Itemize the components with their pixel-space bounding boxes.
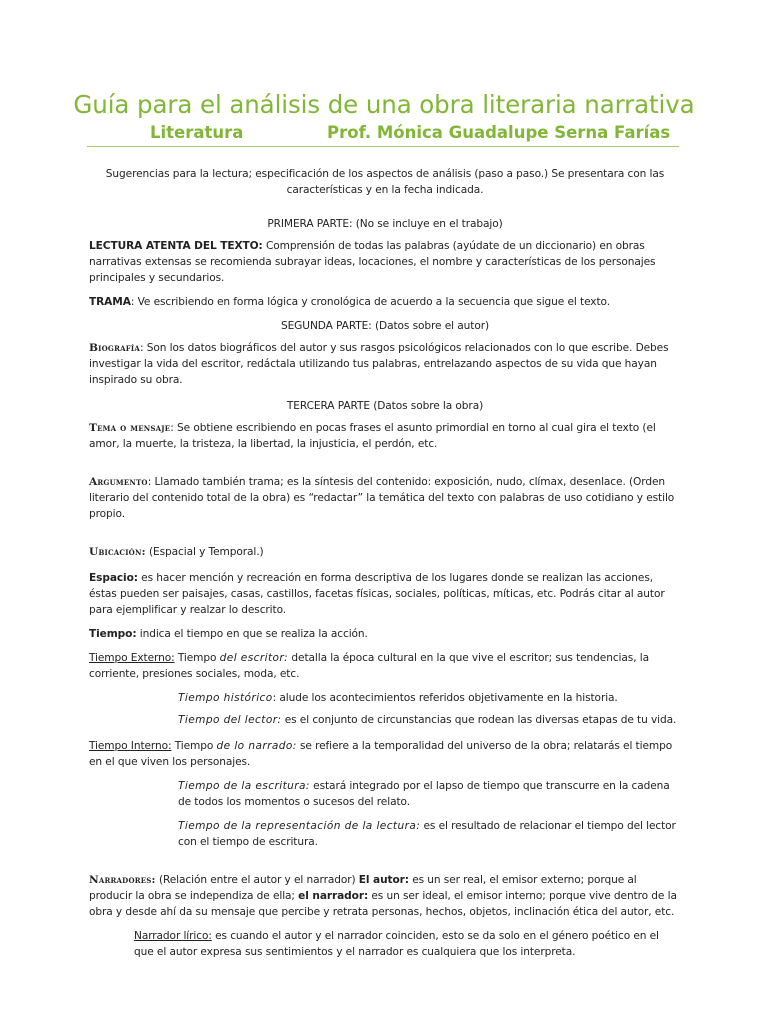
tiempo-lector-paragraph (89, 712, 681, 728)
tiempo-interno-label: Tiempo Interno: (89, 740, 172, 752)
document-body (89, 166, 681, 960)
tiempo-escritura-paragraph (89, 778, 681, 810)
tiempo-externo-italic: del escritor: (219, 652, 289, 664)
tiempo-label: Tiempo: (89, 628, 137, 640)
tema-paragraph (89, 420, 681, 452)
lectura-text: Comprensión de todas las palabras (ayúdate de un diccionario) en obras narrativas extensas se recomienda subrayar ideas, locaciones, el nombre y características de los personajes principales y secundarios. (89, 240, 656, 284)
trama-text: : Ve escribiendo en forma lógica y cronológica de acuerdo a la secuencia que sigue el texto. (130, 296, 610, 308)
narradores-text-1: (Relación entre el autor y el narrador) (155, 874, 359, 886)
ubicacion-paragraph (89, 544, 681, 560)
ubicacion-label: Ubicación: (89, 546, 146, 558)
espacio-text: es hacer mención y recreación en forma descriptiva de los lugares donde se realizan las acciones, éstas pueden ser paisajes, casas, castillos, facetas físicas, sociales, políticas, míticas, etc. Podrás citar al autor para ejemplificar y realzar lo descrito. (89, 572, 665, 616)
document-title: Guía para el análisis de una obra literaria narrativa (73, 90, 695, 119)
trama-paragraph (89, 294, 681, 310)
tiempo-escritura-italic: Tiempo de la escritura: (178, 780, 310, 792)
biografia-label: Biografía (89, 342, 141, 354)
biografia-paragraph (89, 340, 681, 388)
tiempo-text: indica el tiempo en que se realiza la acción. (136, 628, 368, 640)
tiempo-lector-italic: Tiempo del lector: (178, 714, 282, 726)
section-heading-primera: PRIMERA PARTE: (No se incluye en el trabajo) (267, 218, 503, 230)
tiempo-externo-text: detalla la época cultural en la que vive el escritor; sus tendencias, la corriente, presiones sociales, moda, etc. (89, 652, 649, 680)
narradores-paragraph (89, 872, 681, 920)
tiempo-externo-pre: Tiempo (174, 652, 220, 664)
tiempo-historico-italic: Tiempo histórico (178, 692, 273, 704)
tema-text: : Se obtiene escribiendo en pocas frases el asunto primordial en torno al cual gira el texto (el amor, la muerte, la tristeza, la libertad, la injusticia, el perdón, etc. (89, 422, 656, 450)
narrador-lirico-label: Narrador lírico: (134, 930, 212, 942)
tiempo-escritura-text: estará integrado por el lapso de tiempo que transcurre en la cadena de todos los momentos o sucesos del relato. (178, 780, 670, 808)
narradores-text-3: es un ser ideal, el emisor interno; porque vive dentro de la obra y desde ahí da su mensaje que percibe y retrata personas, hechos, objetos, inclinación ética del autor, etc. (89, 890, 677, 918)
ubicacion-text: (Espacial y Temporal.) (145, 546, 264, 558)
trama-label: TRAMA (89, 296, 131, 308)
narrador-lirico-text: es cuando el autor y el narrador coinciden, esto se da solo en el género poético en el que el autor expresa sus sentimientos y el narrador es cualquiera que los interpreta. (134, 930, 659, 958)
tiempo-paragraph (89, 626, 681, 642)
tiempo-interno-paragraph (89, 738, 681, 770)
section-heading-tercera: TERCERA PARTE (Datos sobre la obra) (286, 400, 484, 412)
lectura-label: LECTURA ATENTA DEL TEXTO: (89, 240, 263, 252)
tiempo-externo-paragraph (89, 650, 681, 682)
narradores-text-2: es un ser real, el emisor externo; porque al producir la obra se independiza de ella; (89, 874, 637, 902)
tiempo-interno-pre: Tiempo (171, 740, 217, 752)
section-heading-segunda: SEGUNDA PARTE: (Datos sobre el autor) (280, 320, 490, 332)
argumento-label: Argumento (89, 476, 148, 488)
biografia-text: : Son los datos biográficos del autor y sus rasgos psicológicos relacionados con lo que escribe. Debes investigar la vida del escritor, redáctala utilizando tus palabras, entrelazando aspectos de su vida que hayan inspirado su obra. (89, 342, 669, 386)
professor-name: Prof. Mónica Guadalupe Serna Farías (327, 123, 671, 142)
tiempo-representacion-italic: Tiempo de la representación de la lectura: (178, 820, 421, 832)
lectura-paragraph (89, 238, 681, 286)
tiempo-historico-text: : alude los acontecimientos referidos objetivamente en la historia. (272, 692, 618, 704)
autor-label: El autor: (358, 874, 409, 886)
narrador-label: el narrador: (298, 890, 369, 902)
intro-paragraph: Sugerencias para la lectura; especificación de los aspectos de análisis (paso a paso.) Se presentara con las características y en la fecha indicada. (105, 168, 665, 196)
header-divider (87, 146, 679, 147)
tiempo-externo-label: Tiempo Externo: (89, 652, 175, 664)
tiempo-representacion-paragraph (89, 818, 681, 850)
narrador-lirico-paragraph (89, 928, 681, 960)
tema-label: Tema o mensaje (89, 422, 171, 434)
tiempo-interno-italic: de lo narrado: (216, 740, 297, 752)
espacio-label: Espacio: (89, 572, 138, 584)
argumento-paragraph (89, 474, 681, 522)
espacio-paragraph (89, 570, 681, 618)
subject-label: Literatura (150, 123, 244, 142)
tiempo-representacion-text: es el resultado de relacionar el tiempo del lector con el tiempo de escritura. (178, 820, 676, 848)
tiempo-interno-text: se refiere a la temporalidad del universo de la obra; relatarás el tiempo en el que viven los personajes. (89, 740, 673, 768)
narradores-label: Narradores: (89, 874, 156, 886)
tiempo-historico-paragraph (89, 690, 681, 706)
tiempo-lector-text: es el conjunto de circunstancias que rodean las diversas etapas de tu vida. (281, 714, 677, 726)
argumento-text: : Llamado también trama; es la síntesis del contenido: exposición, nudo, clímax, desenlace. (Orden literario del contenido total de la obra) es “redactar” la temática del texto con palabras de uso cotidiano y estilo propio. (89, 476, 675, 520)
document-subtitle (150, 123, 671, 142)
